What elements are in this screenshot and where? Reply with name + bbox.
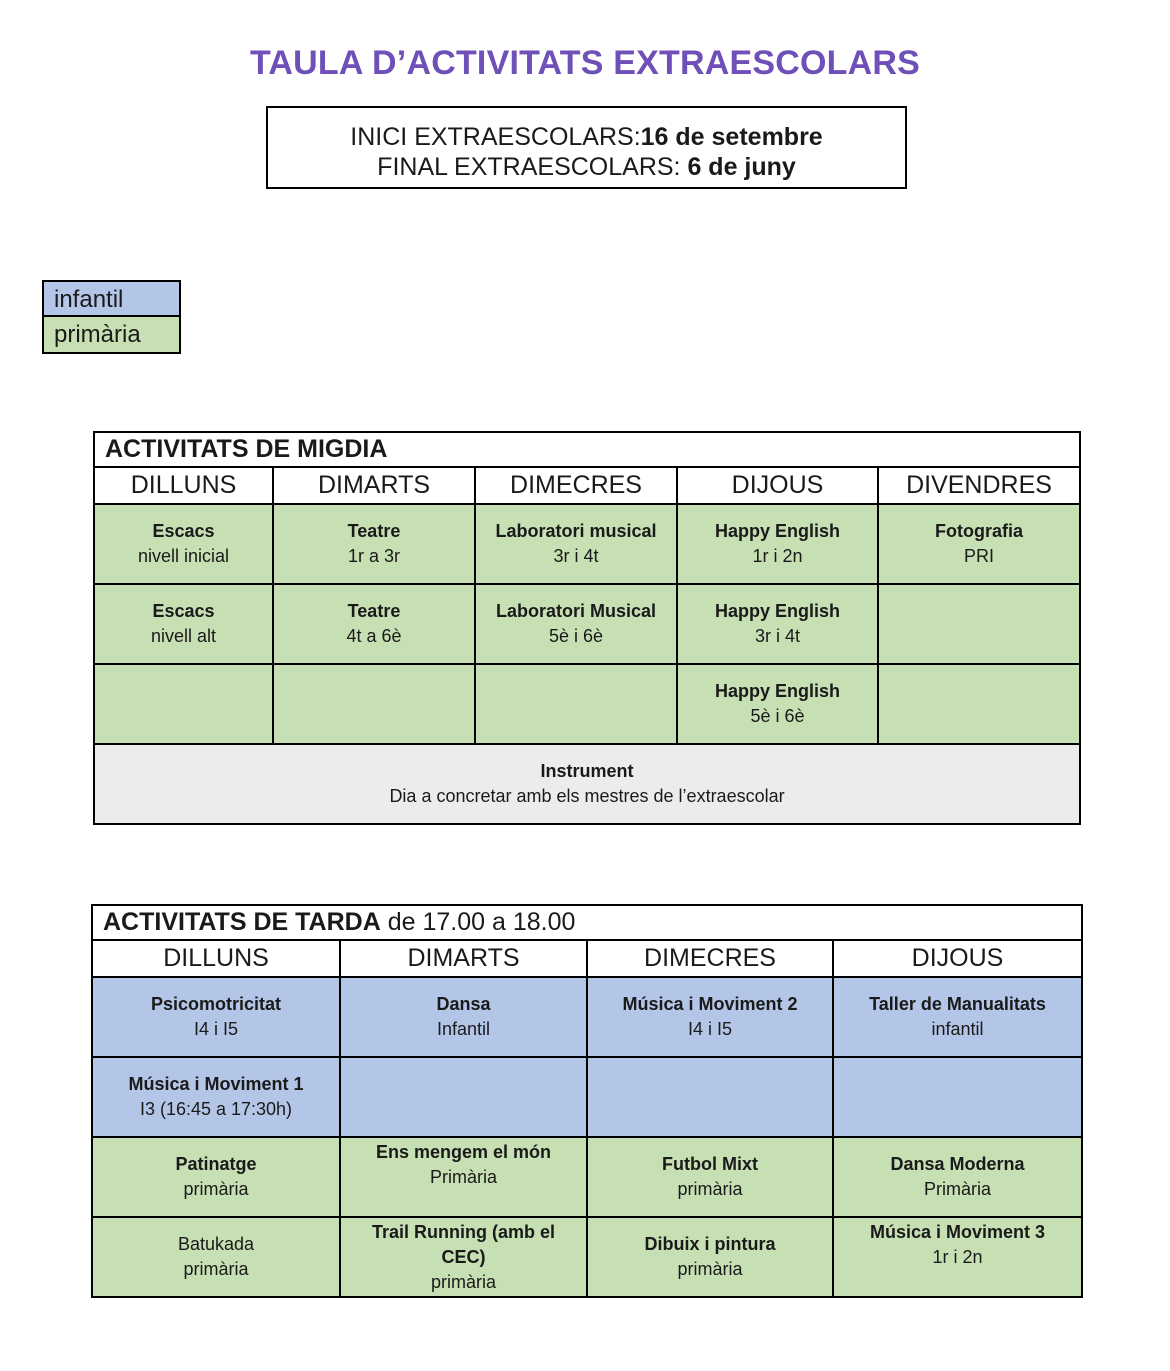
end-date-line — [268, 152, 905, 182]
page-title: TAULA D’ACTIVITATS EXTRAESCOLARS — [249, 44, 920, 82]
activity-detail: I4 i I5 — [193, 1019, 239, 1039]
migdia-day-header: DIJOUS — [677, 467, 878, 504]
end-date-value: 6 de juny — [687, 153, 796, 181]
activity-name: Escacs — [152, 521, 215, 541]
activity-detail: primària — [430, 1271, 496, 1292]
activity-detail: primària — [183, 1179, 249, 1199]
tarda-day-header: DIJOUS — [833, 940, 1082, 977]
activity-cell — [878, 504, 1080, 584]
activity-detail: 1r i 2n — [932, 1247, 983, 1267]
activity-name: Teatre — [347, 521, 401, 541]
migdia-day-header: DIMARTS — [273, 467, 475, 504]
activity-name: Teatre — [347, 601, 401, 621]
activity-cell — [475, 504, 677, 584]
color-legend — [42, 280, 181, 354]
activity-detail: Primària — [924, 1179, 992, 1199]
empty-cell — [587, 1057, 833, 1137]
tarda-time: de 17.00 a 18.00 — [380, 908, 576, 936]
migdia-title-text: ACTIVITATS DE MIGDIA — [105, 435, 388, 463]
activity-cell — [273, 504, 475, 584]
activity-name: Música i Moviment 1 — [128, 1074, 304, 1094]
activity-cell — [340, 1137, 587, 1217]
activity-name: Psicomotricitat — [150, 994, 282, 1014]
empty-cell — [833, 1057, 1082, 1137]
activity-name: Música i Moviment 3 — [869, 1222, 1046, 1242]
activity-name: Escacs — [152, 601, 215, 621]
migdia-table — [93, 431, 1081, 825]
activity-detail: 3r i 4t — [553, 546, 599, 566]
activity-detail: infantil — [931, 1019, 984, 1039]
activity-name: Dansa — [436, 994, 491, 1014]
activity-detail: PRI — [964, 546, 995, 566]
activity-name: Instrument — [540, 761, 634, 781]
activity-name: Batukada — [177, 1234, 255, 1254]
activity-name: Taller de Manualitats — [869, 994, 1046, 1014]
activity-cell — [833, 977, 1082, 1057]
empty-cell — [273, 664, 475, 744]
activity-detail: nivell alt — [150, 626, 217, 646]
migdia-day-header: DIVENDRES — [878, 467, 1080, 504]
activity-detail: Dia a concretar amb els mestres de l’extraescolar — [389, 786, 785, 806]
migdia-day-header: DILLUNS — [94, 467, 273, 504]
activity-cell — [475, 584, 677, 664]
activity-cell — [833, 1137, 1082, 1217]
tarda-day-header: DILLUNS — [92, 940, 340, 977]
end-date-label: FINAL EXTRAESCOLARS: — [377, 153, 688, 181]
start-date-value: 16 de setembre — [640, 123, 823, 151]
activity-detail: 4t a 6è — [346, 626, 402, 646]
activity-name: Laboratori Musical — [495, 601, 657, 621]
empty-cell — [94, 664, 273, 744]
activity-name: Patinatge — [175, 1154, 257, 1174]
activity-cell — [587, 1217, 833, 1297]
activity-name: Música i Moviment 2 — [622, 994, 798, 1014]
activity-cell — [92, 1057, 340, 1137]
activity-cell — [677, 584, 878, 664]
activity-cell — [587, 977, 833, 1057]
activity-name: Happy English — [714, 681, 840, 701]
activity-cell — [273, 584, 475, 664]
activity-detail: 1r i 2n — [752, 546, 803, 566]
activity-name: Futbol Mixt — [662, 1154, 758, 1174]
activity-name: Fotografia — [935, 521, 1024, 541]
instrument-cell — [94, 744, 1080, 824]
tarda-day-header: DIMARTS — [340, 940, 587, 977]
tarda-table — [91, 904, 1083, 1298]
activity-name: Laboratori musical — [495, 521, 657, 541]
activity-cell — [587, 1137, 833, 1217]
activity-cell — [92, 1137, 340, 1217]
activity-detail: 5è i 6è — [548, 626, 604, 646]
activity-detail: I4 i I5 — [687, 1019, 733, 1039]
empty-cell — [878, 664, 1080, 744]
activity-name: Ens mengem el món — [375, 1142, 552, 1162]
start-date-line — [268, 122, 905, 152]
activity-detail: 1r a 3r — [347, 546, 401, 566]
tarda-title — [92, 905, 1082, 940]
activity-cell — [677, 504, 878, 584]
activity-name: Dansa Moderna — [890, 1154, 1025, 1174]
activity-detail: Primària — [429, 1167, 497, 1187]
activity-detail: Infantil — [436, 1019, 491, 1039]
activity-name: Trail Running (amb el CEC) — [371, 1221, 555, 1267]
activity-cell — [340, 1217, 587, 1297]
activity-name: Happy English — [714, 521, 840, 541]
migdia-day-header: DIMECRES — [475, 467, 677, 504]
activity-cell — [92, 1217, 340, 1297]
legend-primaria: primària — [44, 317, 179, 352]
activity-detail: primària — [183, 1259, 249, 1279]
activity-cell — [94, 584, 273, 664]
activity-detail: 5è i 6è — [750, 706, 805, 726]
start-date-label: INICI EXTRAESCOLARS: — [350, 123, 641, 151]
activity-cell — [92, 977, 340, 1057]
empty-cell — [878, 584, 1080, 664]
activity-cell — [340, 977, 587, 1057]
migdia-title — [94, 432, 1080, 467]
dates-box — [266, 106, 907, 189]
activity-detail: primària — [677, 1179, 743, 1199]
tarda-day-header: DIMECRES — [587, 940, 833, 977]
activity-detail: 3r i 4t — [754, 626, 801, 646]
empty-cell — [340, 1057, 587, 1137]
empty-cell — [475, 664, 677, 744]
legend-infantil: infantil — [44, 282, 179, 317]
tarda-title-text: ACTIVITATS DE TARDA — [103, 908, 381, 936]
activity-cell — [833, 1217, 1082, 1297]
activity-cell — [94, 504, 273, 584]
activity-name: Happy English — [714, 601, 840, 621]
activity-detail: primària — [677, 1259, 743, 1279]
activity-detail: nivell inicial — [137, 546, 230, 566]
activity-cell — [677, 664, 878, 744]
activity-detail: I3 (16:45 a 17:30h) — [139, 1099, 293, 1119]
activity-name: Dibuix i pintura — [644, 1234, 776, 1254]
